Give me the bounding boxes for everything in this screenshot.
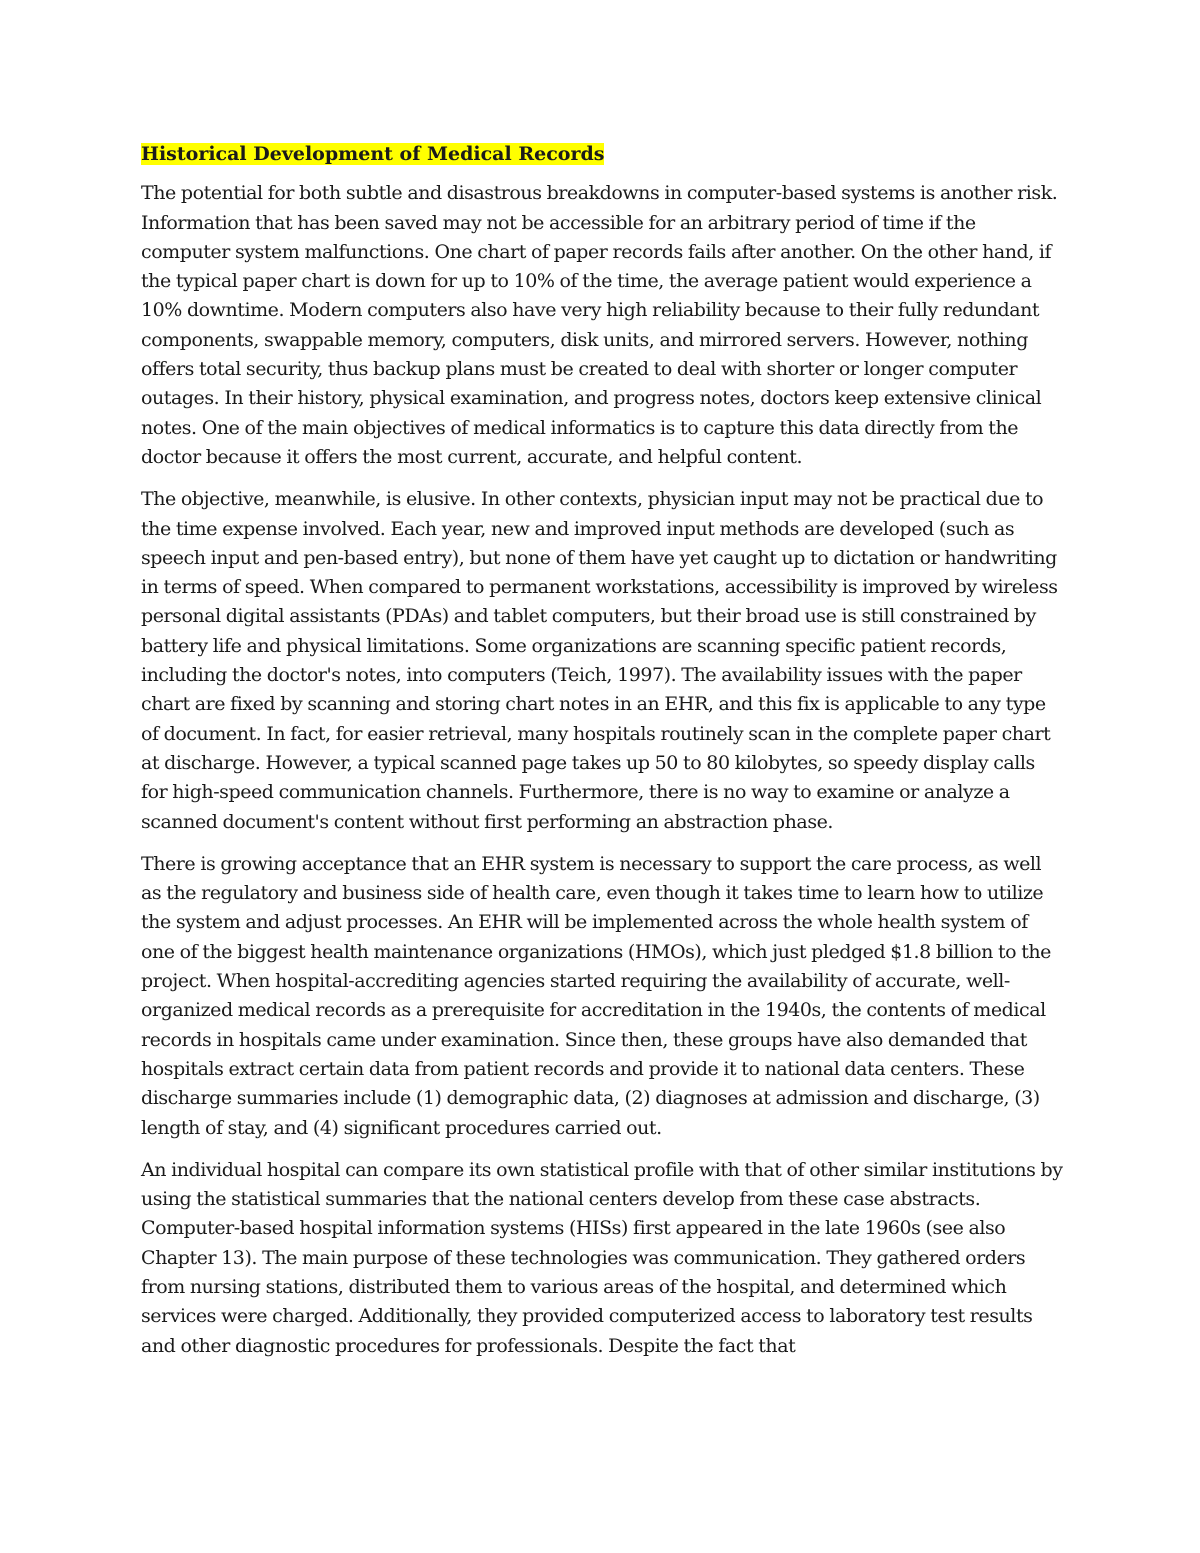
paragraph-4: An individual hospital can compare its own statistical profile with that of other similar institutions by using the statistical summaries that the national centers develop from these case abstracts. Computer-based hospital information systems (HISs) first appeared in the late 1960s (see also Chapter 13). The main purpose of these technologies was communication. They gathered orders from nursing stations, distributed them to various areas of the hospital, and determined which services were charged. Additionally, they provided computerized access to laboratory test results and other diagnostic procedures for professionals. Despite the fact that — [141, 1158, 1063, 1357]
document-page — [141, 140, 1063, 1374]
paragraph-3: There is growing acceptance that an EHR system is necessary to support the care process, as well as the regulatory and business side of health care, even though it takes time to learn how to utilize the system and adjust processes. An EHR will be implemented across the whole health system of one of the biggest health maintenance organizations (HMOs), which just pledged $1.8 billion to the project. When hospital-accrediting agencies started requiring the availability of accurate, well-organized medical records as a prerequisite for accreditation in the 1940s, the contents of medical records in hospitals came under examination. Since then, these groups have also demanded that hospitals extract certain data from patient records and provide it to national data centers. These discharge summaries include (1) demographic data, (2) diagnoses at admission and discharge, (3) length of stay, and (4) significant procedures carried out. — [141, 852, 1051, 1139]
paragraph-2: The objective, meanwhile, is elusive. In other contexts, physician input may not be practical due to the time expense involved. Each year, new and improved input methods are developed (such as speech input and pen-based entry), but none of them have yet caught up to dictation or handwriting in terms of speed. When compared to permanent workstations, accessibility is improved by wireless personal digital assistants (PDAs) and tablet computers, but their broad use is still constrained by battery life and physical limitations. Some organizations are scanning specific patient records, including the doctor's notes, into computers (Teich, 1997). The availability issues with the paper chart are fixed by scanning and storing chart notes in an EHR, and this fix is applicable to any type of document. In fact, for easier retrieval, many hospitals routinely scan in the complete paper chart at discharge. However, a typical scanned page takes up 50 to 80 kilobytes, so speedy display calls for high-speed communication channels. Furthermore, there is no way to examine or analyze a scanned document's content without first performing an abstraction phase. — [141, 488, 1058, 833]
document-title — [141, 140, 1063, 169]
paragraph-1: The potential for both subtle and disastrous breakdowns in computer-based systems is another risk. Information that has been saved may not be accessible for an arbitrary period of time if the computer system malfunctions. One chart of paper records fails after another. On the other hand, if the typical paper chart is down for up to 10% of the time, the average patient would experience a 10% downtime. Modern computers also have very high reliability because to their fully redundant components, swappable memory, computers, disk units, and mirrored servers. However, nothing offers total security, thus backup plans must be created to deal with shorter or longer computer outages. In their history, physical examination, and progress notes, doctors keep extensive clinical notes. One of the main objectives of medical informatics is to capture this data directly from the doctor because it offers the most current, accurate, and helpful content. — [141, 182, 1058, 468]
title-highlight: Historical Development of Medical Records — [141, 143, 605, 165]
